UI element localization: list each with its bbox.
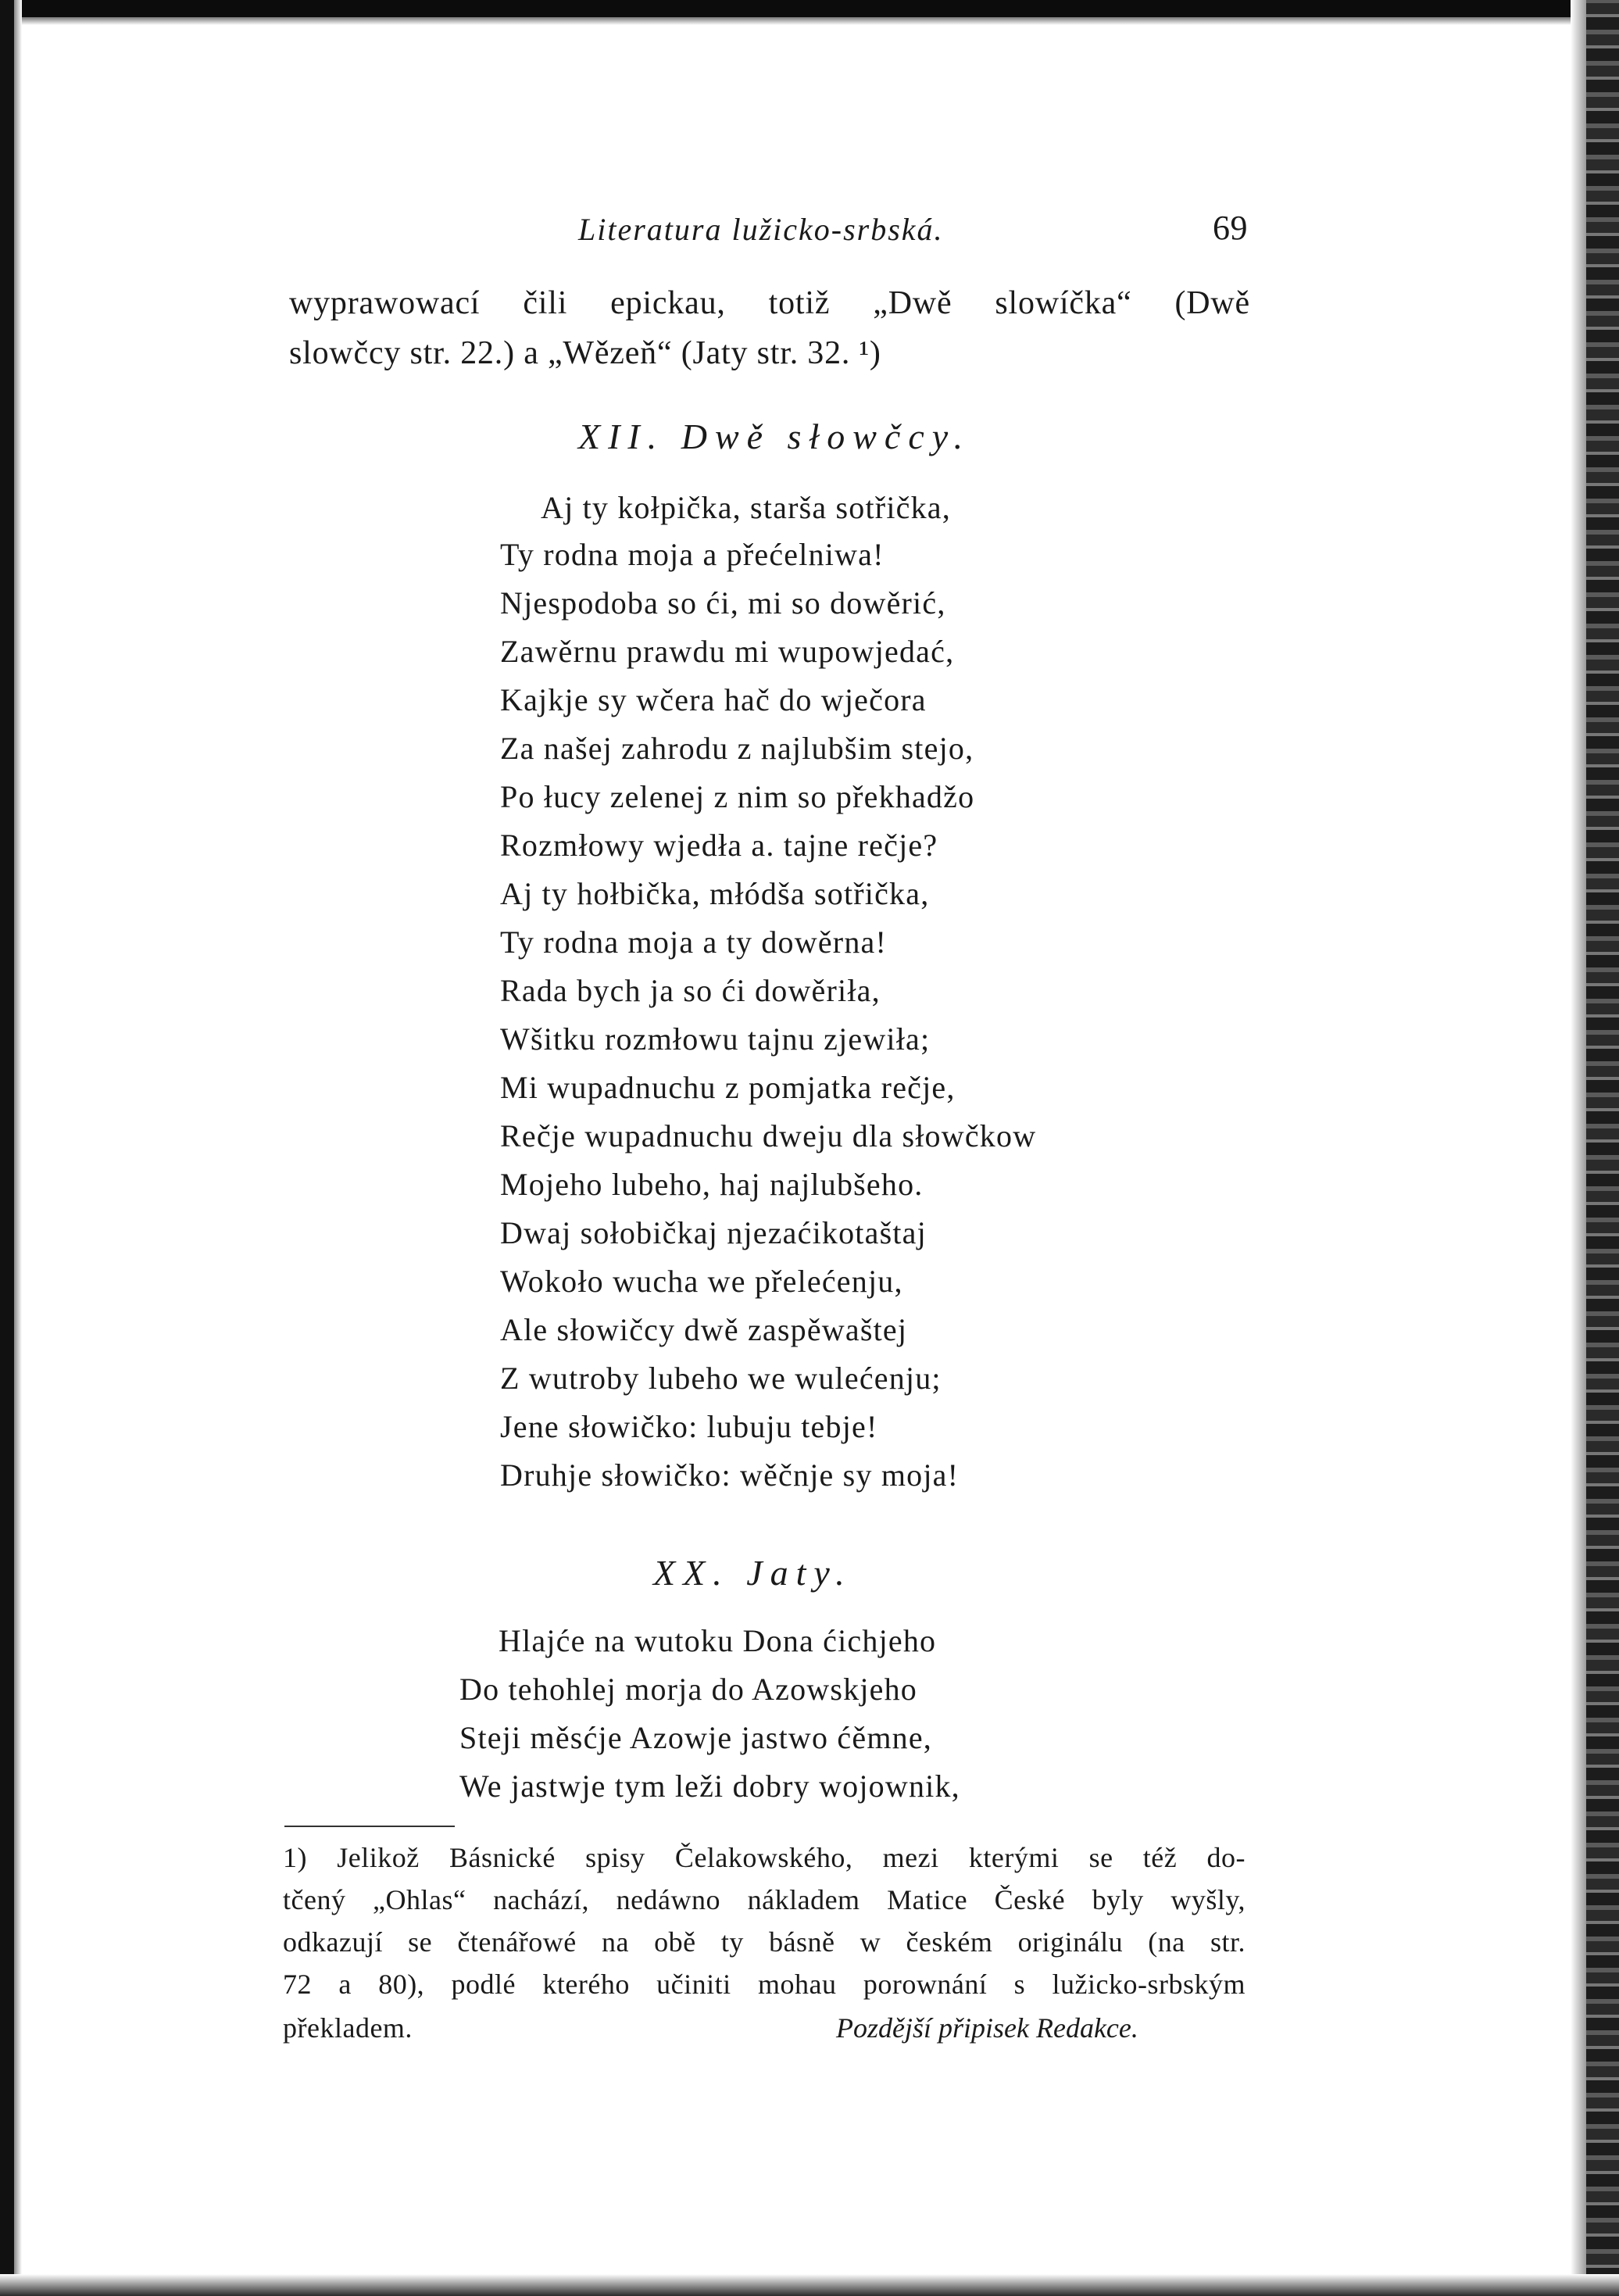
verse-line: Hlajće na wutoku Dona ćichjeho — [499, 1623, 937, 1658]
verse-line: Aj ty hołbička, młódša sotřička, — [500, 876, 930, 911]
footnote-signature: Pozdější připisek Redakce. — [836, 2012, 1138, 2044]
scan-border-left-shade — [14, 0, 22, 2296]
intro-line-2: slowčcy str. 22.) a „Wězeň“ (Jaty str. 32. ¹) — [289, 335, 881, 371]
verse-line: Ty rodna moja a přećelniwa! — [500, 537, 885, 572]
footnote-line: 72 a 80), podlé kterého učiniti mohau porownání s lužicko-srbským — [283, 1969, 1246, 2000]
running-head: Literatura lužicko-srbská. — [578, 212, 944, 247]
verse-line: Ty rodna moja a ty dowěrna! — [500, 924, 887, 960]
scan-border-top-shade — [0, 17, 1619, 25]
footnote-line: odkazují se čtenářowé na obě ty básně w českém originálu (na str. — [283, 1926, 1246, 1958]
verse-line: Rada bych ja so ći dowěriła, — [500, 973, 881, 1008]
verse-line: Dwaj sołobičkaj njezaćikotaštaj — [500, 1215, 927, 1250]
verse-line: Mi wupadnuchu z pomjatka rečje, — [500, 1070, 956, 1105]
page-number: 69 — [1213, 209, 1248, 247]
footnote-line: 1) Jelikož Básnické spisy Čelakowského, mezi kterými se též do- — [283, 1842, 1246, 1873]
verse-line: Aj ty kołpička, starša sotřička, — [541, 490, 951, 525]
scan-border-right — [1586, 0, 1619, 2296]
scan-border-left — [0, 0, 14, 2296]
verse-line: Z wutroby lubeho we wulećenju; — [500, 1361, 942, 1396]
verse-line: Zawěrnu prawdu mi wupowjedać, — [500, 634, 955, 669]
footnote-line: překladem. — [283, 2012, 413, 2044]
footnote-line: tčený „Ohlas“ nachází, nedáwno nákladem Matice České byly wyšly, — [283, 1884, 1246, 1915]
verse-line: Po łucy zelenej z nim so překhadžo — [500, 779, 975, 814]
verse-line: Wokoło wucha we přelećenju, — [500, 1264, 903, 1299]
verse-line: Kajkje sy wčera hač do wječora — [500, 682, 927, 717]
intro-line-1: wyprawowací čili epickau, totiž „Dwě slowíčka“ (Dwě — [289, 285, 1250, 321]
verse-line: We jastwje tym leži dobry wojownik, — [459, 1768, 960, 1804]
verse-line: Mojeho lubeho, haj najlubšeho. — [500, 1167, 924, 1202]
scan-border-top — [0, 0, 1619, 17]
verse-line: Ale słowičcy dwě zaspěwaštej — [500, 1312, 908, 1347]
verse-line: Njespodoba so ći, mi so dowěrić, — [500, 585, 946, 620]
verse-line: Jene słowičko: lubuju tebje! — [500, 1409, 878, 1444]
verse-line: Do tehohlej morja do Azowskjeho — [459, 1672, 917, 1707]
footnote-separator — [284, 1826, 455, 1827]
verse-line: Rečje wupadnuchu dweju dla słowčkow — [500, 1118, 1037, 1153]
poem-1-heading: XII. Dwě słowčcy. — [578, 417, 971, 456]
scan-border-bottom — [0, 2274, 1619, 2296]
verse-line: Za našej zahrodu z najlubšim stejo, — [500, 731, 974, 766]
verse-line: Rozmłowy wjedła a. tajne rečje? — [500, 828, 938, 863]
verse-line: Druhje słowičko: wěčnje sy moja! — [500, 1457, 960, 1493]
verse-line: Steji měsćje Azowje jastwo ćěmne, — [459, 1720, 932, 1755]
poem-2-heading: XX. Jaty. — [653, 1553, 852, 1593]
scan-border-right-shade — [1571, 0, 1586, 2296]
verse-line: Wšitku rozmłowu tajnu zjewiła; — [500, 1021, 931, 1057]
